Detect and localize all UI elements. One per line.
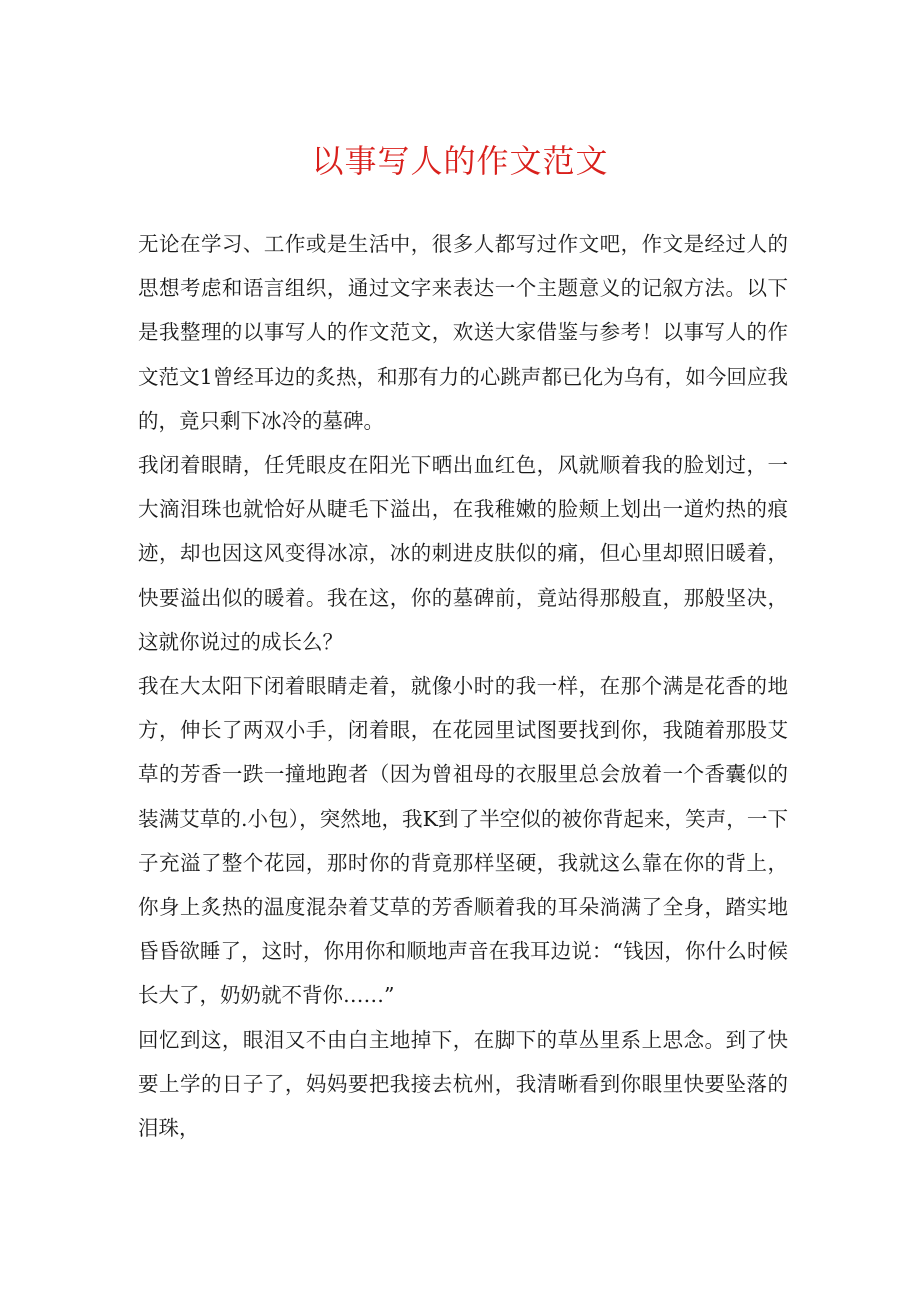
document-title: 以事写人的作文范文 — [311, 142, 609, 180]
document-body — [138, 222, 788, 1150]
paragraph-intro: 无论在学习、工作或是生活中，很多人都写过作文吧，作文是经过人的思想考虑和语言组织，通过文字来表达一个主题意义的记叙方法。以下是我整理的以事写人的作文范文，欢送大家借鉴与参考！以事写人的作文范文1曾经耳边的炙热，和那有力的心跳声都已化为乌有，如今回应我的，竟只剩下冰冷的墓碑。 — [138, 232, 788, 433]
paragraph-memory: 我在大太阳下闭着眼睛走着，就像小时的我一样，在那个满是花香的地方，伸长了两双小手，闭着眼，在花园里试图要找到你，我随着那股艾草的芳香一跌一撞地跑者（因为曾祖母的衣服里总会放着一个香囊似的装满艾草的.小包），突然地，我K到了半空似的被你背起来，笑声，一下子充溢了整个花园，那时你的背竟那样坚硬，我就这么靠在你的背上，你身上炙热的温度混杂着艾草的芳香顺着我的耳朵淌满了全身，踏实地昏昏欲睡了，这时，你用你和顺地声音在我耳边说：“钱因，你什么时候长大了，奶奶就不背你……” — [138, 674, 788, 1008]
paragraph-grave: 我闭着眼睛，任凭眼皮在阳光下晒出血红色，风就顺着我的脸划过，一大滴泪珠也就恰好从睫毛下溢出，在我稚嫩的脸颊上划出一道灼热的痕迹，却也因这风变得冰凉，冰的刺进皮肤似的痛，但心里却照旧暖着，快要溢出似的暖着。我在这，你的墓碑前，竟站得那般直，那般坚决，这就你说过的成长么？ — [138, 453, 788, 654]
paragraph-recollection: 回忆到这，眼泪又不由白主地掉下，在脚下的草丛里系上思念。到了快要上学的日子了，妈妈要把我接去杭州，我清晰看到你眼里快要坠落的泪珠， — [138, 1027, 788, 1141]
